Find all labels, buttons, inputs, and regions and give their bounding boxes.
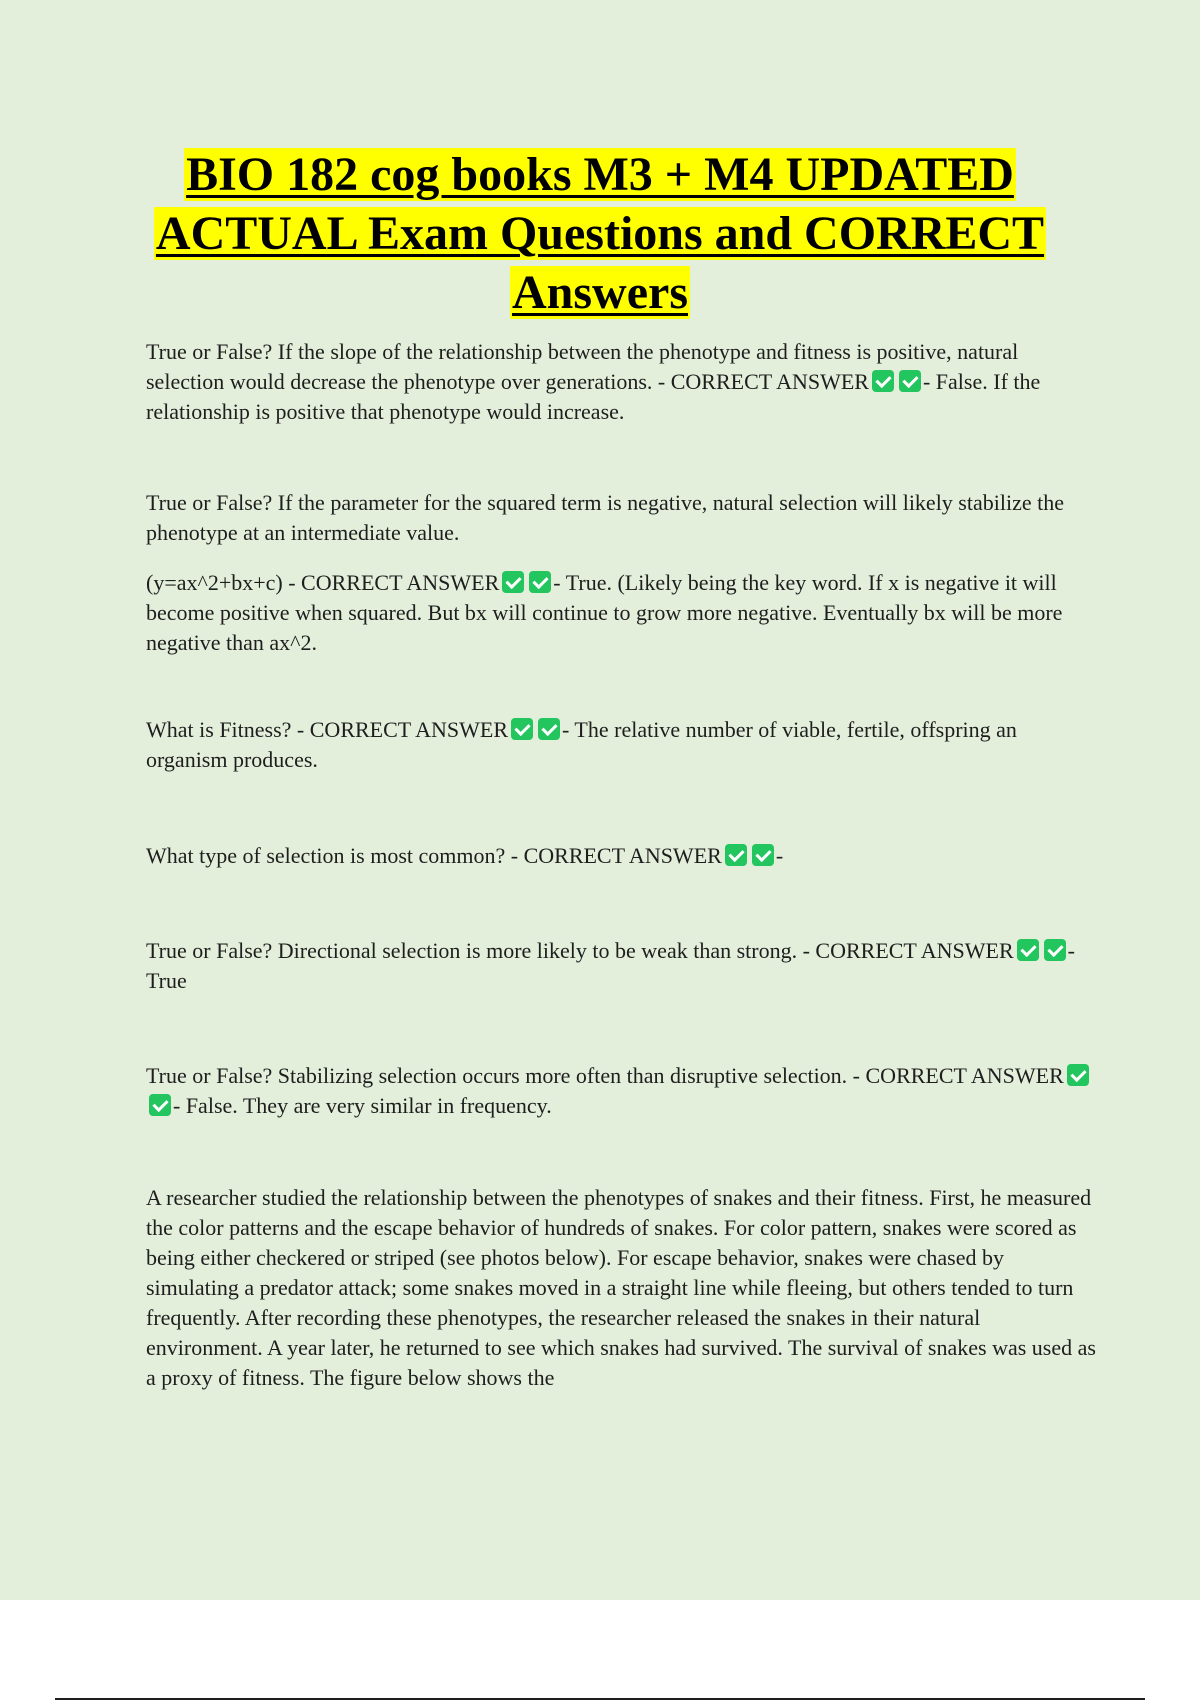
check-box-icon [529,571,551,593]
question-text: What is Fitness? - CORRECT ANSWER [146,717,508,742]
check-box-icon [511,718,533,740]
formula-text: (y=ax^2+bx+c) - CORRECT ANSWER [146,570,500,595]
qa-item-stabilizing [146,1061,1101,1121]
check-box-icon [502,571,524,593]
answer-text: - True. (Likely being the key word. If x is negative it will become positive when squared. But bx will continue to grow more negative. Eventually bx will be more negative than ax^2. [146,570,1063,655]
qa-item-squared-term-answer [146,568,1101,658]
qa-content [146,337,1101,1393]
check-box-icon [752,844,774,866]
question-text: True or False? If the slope of the relationship between the phenotype and fitness is positive, natural selection would decrease the phenotype over generations. - CORRECT ANSWER [146,339,1019,394]
title-line-1: BIO 182 cog books M3 + M4 UPDATED [186,148,1014,201]
passage-text: A researcher studied the relationship between the phenotypes of snakes and their fitness. First, he measured the color patterns and the escape behavior of hundreds of snakes. For color pattern, snakes were scored as being either checkered or striped (see photos below). For escape behavior, snakes were chased by simulating a predator attack; some snakes moved in a straight line while fleeing, but others tended to turn frequently. After recording these phenotypes, the researcher released the snakes in their natural environment. A year later, he returned to see which snakes had survived. The survival of snakes was used as a proxy of fitness. The figure below shows the [146,1185,1096,1390]
question-text: True or False? Stabilizing selection occurs more often than disruptive selection. - CORRECT ANSWER [146,1063,1064,1088]
qa-item-selection-type [146,841,1101,871]
question-text: True or False? Directional selection is more likely to be weak than strong. - CORRECT ANSWER [146,938,1014,963]
answer-text: - The relative number of viable, fertile, offspring an organism produces. [146,717,1017,772]
qa-item-directional [146,936,1101,996]
qa-item-slope [146,337,1101,427]
check-box-icon [725,844,747,866]
check-box-icon [872,370,894,392]
answer-text: - [775,843,784,868]
question-text: True or False? If the parameter for the squared term is negative, natural selection will likely stabilize the phenotype at an intermediate value. [146,490,1064,545]
qa-item-fitness [146,715,1101,775]
check-box-icon [149,1094,171,1116]
document-title [100,145,1100,322]
check-box-icon [538,718,560,740]
answer-text: - False. If the relationship is positive that phenotype would increase. [146,369,1041,424]
title-line-3: Answers [512,266,688,319]
check-box-icon [1067,1064,1089,1086]
qa-item-squared-term [146,488,1101,548]
question-text: What type of selection is most common? - CORRECT ANSWER [146,843,722,868]
check-box-icon [899,370,921,392]
qa-item-snake-study [146,1183,1101,1393]
answer-text: - False. They are very similar in frequency. [173,1093,552,1118]
check-box-icon [1044,939,1066,961]
check-box-icon [1017,939,1039,961]
title-line-2: ACTUAL Exam Questions and CORRECT [155,207,1045,260]
answer-text: - True [146,938,1075,993]
